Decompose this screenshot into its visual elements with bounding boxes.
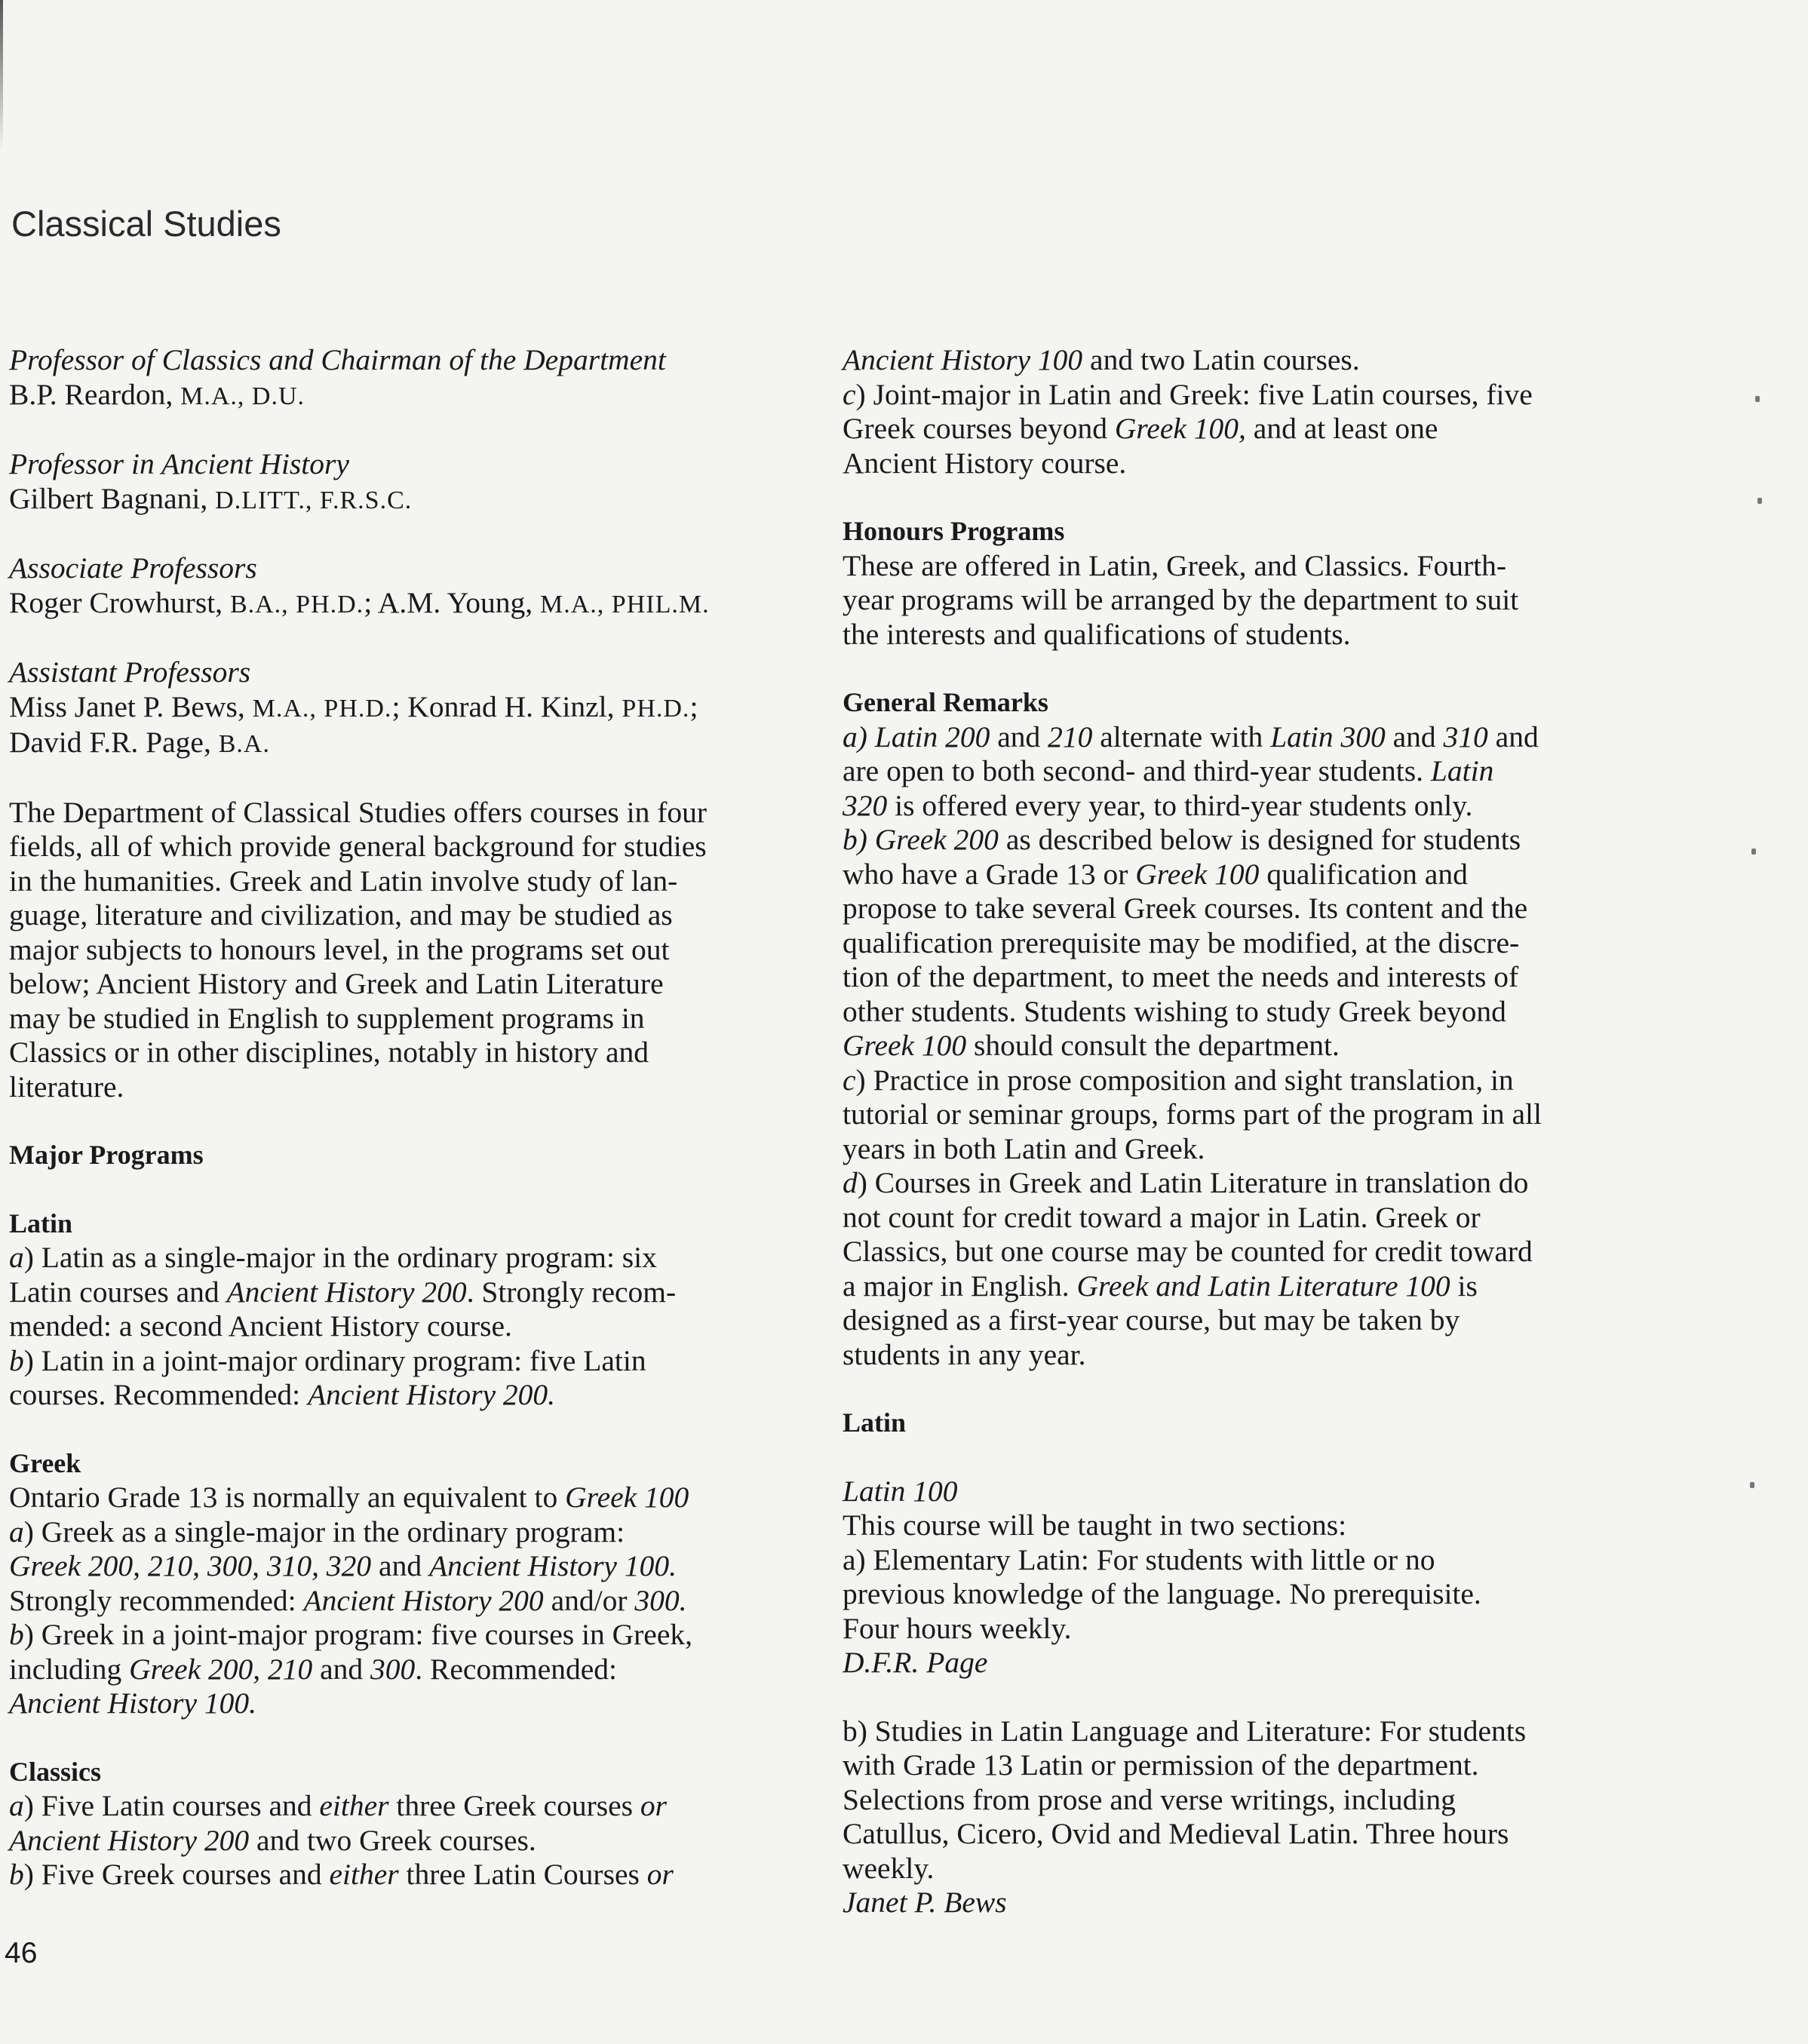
italic-text: d bbox=[843, 1166, 858, 1199]
text-line bbox=[9, 1653, 809, 1687]
italic-text: either bbox=[329, 1858, 399, 1891]
faculty-role: Associate Professors bbox=[9, 551, 257, 585]
italic-text: either bbox=[319, 1789, 389, 1822]
left-column bbox=[9, 343, 809, 1892]
scan-speck bbox=[1757, 498, 1762, 504]
intro-line: may be studied in English to supplement programs in bbox=[9, 1001, 645, 1035]
section-a-instructor: D.F.R. Page bbox=[843, 1646, 988, 1679]
faculty-names bbox=[9, 690, 809, 726]
text-run: Strongly recommended: bbox=[9, 1583, 304, 1617]
greek-program-text bbox=[9, 1481, 809, 1721]
italic-text: 320 bbox=[843, 788, 888, 822]
latin-courses-heading: Latin bbox=[843, 1407, 907, 1438]
text-run: and at least one bbox=[1245, 412, 1438, 445]
text-run: ) Latin in a joint-major ordinary program: five Latin bbox=[23, 1343, 646, 1377]
intro-line: The Department of Classical Studies offers courses in four bbox=[9, 795, 708, 829]
text-line bbox=[9, 1241, 809, 1275]
italic-text: Ancient History 200. bbox=[307, 1378, 556, 1411]
faculty-entry bbox=[9, 551, 809, 621]
degree-text: M.A., PH.D. bbox=[252, 694, 392, 723]
text-line bbox=[843, 378, 1665, 413]
italic-text: Ancient History 100 bbox=[843, 343, 1083, 376]
text-line bbox=[9, 1858, 809, 1892]
text-run: ) Five Latin courses and bbox=[23, 1789, 320, 1822]
section-a-text bbox=[843, 1543, 1665, 1647]
text-line: Selections from prose and verse writings, including bbox=[843, 1782, 1456, 1816]
intro-line: below; Ancient History and Greek and Latin Literature bbox=[9, 967, 664, 1000]
text-line bbox=[843, 1097, 1665, 1132]
page-number: 46 bbox=[5, 1937, 38, 1969]
text-line bbox=[843, 447, 1665, 481]
text-run: three Greek courses bbox=[388, 1789, 640, 1822]
text-run: alternate with bbox=[1092, 720, 1271, 753]
text-run: tion of the department, to meet the needs and interests of bbox=[843, 960, 1519, 993]
faculty-role: Assistant Professors bbox=[9, 655, 251, 689]
text-run: and two Greek courses. bbox=[249, 1823, 536, 1857]
italic-text: Greek and Latin Literature 100 bbox=[1076, 1269, 1450, 1303]
text-run: . Strongly recom- bbox=[466, 1275, 677, 1309]
text-line bbox=[843, 1029, 1665, 1063]
italic-text: a bbox=[9, 1515, 24, 1548]
degree-text: PH.D. bbox=[622, 694, 690, 723]
italic-text: or bbox=[646, 1858, 674, 1891]
text-run: Ontario Grade 13 is normally an equivalent to bbox=[9, 1481, 566, 1514]
degree-text: B.A. bbox=[218, 730, 270, 758]
classics-program-text bbox=[9, 1789, 809, 1892]
text-run: Latin courses and bbox=[9, 1275, 227, 1309]
text-line: previous knowledge of the language. No prerequisite. bbox=[843, 1577, 1481, 1610]
faculty-names bbox=[9, 482, 809, 518]
scan-edge-shadow bbox=[0, 0, 3, 151]
text-run: Roger Crowhurst, bbox=[9, 585, 230, 619]
text-line bbox=[843, 1269, 1665, 1304]
text-line bbox=[843, 1063, 1665, 1098]
italic-text: b bbox=[9, 1858, 24, 1891]
honours-text bbox=[843, 549, 1665, 652]
italic-text: a bbox=[9, 1241, 24, 1274]
latin-program-section bbox=[9, 1207, 809, 1413]
text-line: a) Elementary Latin: For students with little or no bbox=[843, 1542, 1435, 1576]
text-line bbox=[9, 1309, 809, 1344]
page-title: Classical Studies bbox=[11, 204, 281, 244]
text-line bbox=[9, 1824, 809, 1858]
scan-speck bbox=[1751, 849, 1756, 855]
text-run: and bbox=[1487, 720, 1539, 753]
honours-section bbox=[843, 514, 1665, 652]
degree-text: M.A., D.U. bbox=[180, 382, 305, 410]
italic-text: 300 bbox=[370, 1652, 416, 1686]
text-run: three Latin Courses bbox=[398, 1858, 647, 1891]
text-run: courses. Recommended: bbox=[9, 1378, 308, 1411]
italic-text: a) Latin 200 bbox=[843, 720, 990, 753]
latin-program-heading: Latin bbox=[9, 1208, 73, 1238]
text-run: ; A.M. Young, bbox=[364, 585, 540, 619]
classics-program-section bbox=[9, 1755, 809, 1892]
major-programs-heading: Major Programs bbox=[9, 1140, 204, 1170]
degree-text: M.A., PHIL.M. bbox=[540, 590, 710, 618]
section-b-instructor: Janet P. Bews bbox=[843, 1886, 1007, 1919]
italic-text: Greek 100 bbox=[1135, 857, 1260, 891]
text-run: ) Courses in Greek and Latin Literature in translation do bbox=[857, 1166, 1529, 1199]
italic-text: Ancient History 200 bbox=[226, 1275, 467, 1309]
text-run: ) Greek in a joint-major program: five courses in Greek, bbox=[23, 1618, 692, 1651]
text-run: who have a Grade 13 or bbox=[843, 857, 1136, 891]
text-run: B.P. Reardon, bbox=[9, 377, 181, 411]
intro-line: major subjects to honours level, in the programs set out bbox=[9, 932, 670, 966]
text-run: ) Joint-major in Latin and Greek: five Latin courses, five bbox=[855, 377, 1533, 411]
greek-program-section bbox=[9, 1447, 809, 1721]
faculty-names bbox=[9, 378, 809, 414]
text-line bbox=[9, 1584, 809, 1619]
italic-text: b bbox=[9, 1343, 24, 1377]
honours-heading: Honours Programs bbox=[843, 516, 1065, 546]
text-run: years in both Latin and Greek. bbox=[843, 1131, 1205, 1165]
text-run: . Recommended: bbox=[415, 1652, 617, 1686]
italic-text: 310 bbox=[1443, 720, 1488, 753]
text-line: Four hours weekly. bbox=[843, 1611, 1072, 1645]
faculty-role: Professor of Classics and Chairman of the Department bbox=[9, 343, 666, 376]
italic-text: c bbox=[843, 377, 856, 411]
text-line bbox=[843, 960, 1665, 995]
text-run: and two Latin courses. bbox=[1082, 343, 1360, 376]
text-line bbox=[843, 754, 1665, 789]
intro-line: in the humanities. Greek and Latin involve study of lan- bbox=[9, 864, 678, 898]
italic-text: Ancient History 200 bbox=[9, 1823, 250, 1857]
text-run: designed as a first-year course, but may be taken by bbox=[843, 1303, 1460, 1337]
text-run: qualification prerequisite may be modified, at the discre- bbox=[843, 925, 1520, 959]
italic-text: 300. bbox=[634, 1583, 687, 1617]
text-run: Classics, but one course may be counted for credit toward bbox=[843, 1235, 1533, 1268]
faculty-names bbox=[9, 726, 809, 762]
italic-text: 210 bbox=[1048, 720, 1093, 753]
faculty-list bbox=[9, 343, 809, 762]
text-run: propose to take several Greek courses. Its content and the bbox=[843, 892, 1528, 925]
text-line: with Grade 13 Latin or permission of the department. bbox=[843, 1748, 1479, 1782]
text-line bbox=[843, 823, 1665, 858]
text-run: a major in English. bbox=[843, 1269, 1077, 1303]
text-run: other students. Students wishing to study Greek beyond bbox=[843, 994, 1506, 1028]
intro-line: Classics or in other disciplines, notably in history and bbox=[9, 1036, 649, 1069]
remarks-section bbox=[843, 686, 1665, 1372]
text-line: These are offered in Latin, Greek, and Classics. Fourth- bbox=[843, 548, 1507, 582]
text-line bbox=[9, 1549, 809, 1584]
text-run: is bbox=[1450, 1269, 1478, 1303]
italic-text: Latin bbox=[1430, 754, 1494, 787]
text-line bbox=[9, 1789, 809, 1824]
text-line bbox=[843, 1303, 1665, 1338]
intro-paragraph bbox=[9, 796, 809, 1105]
latin-program-text bbox=[9, 1241, 809, 1413]
text-line bbox=[9, 1686, 809, 1721]
text-line bbox=[9, 1515, 809, 1550]
italic-text: Greek 200, 210, 300, 310, 320 bbox=[9, 1549, 372, 1582]
text-line bbox=[9, 1344, 809, 1379]
text-run: should consult the department. bbox=[966, 1029, 1340, 1062]
scan-speck bbox=[1750, 1482, 1754, 1488]
text-line bbox=[9, 1618, 809, 1653]
course-intro: This course will be taught in two sections: bbox=[843, 1508, 1347, 1542]
text-run: ) Latin as a single-major in the ordinary program: six bbox=[23, 1241, 657, 1274]
text-run: and/or bbox=[543, 1583, 635, 1617]
italic-text: c bbox=[843, 1063, 856, 1097]
text-run: and bbox=[990, 720, 1048, 753]
text-run: tutorial or seminar groups, forms part of the program in all bbox=[843, 1097, 1542, 1131]
text-line bbox=[843, 1338, 1665, 1373]
classics-program-heading: Classics bbox=[9, 1756, 102, 1787]
text-run: Greek courses beyond bbox=[843, 412, 1115, 445]
greek-program-heading: Greek bbox=[9, 1447, 81, 1478]
course-title: Latin 100 bbox=[843, 1474, 958, 1508]
italic-text: Greek 200, 210 bbox=[129, 1652, 313, 1686]
degree-text: B.A., PH.D. bbox=[229, 590, 364, 618]
classics-program-continued bbox=[843, 343, 1665, 480]
text-line: year programs will be arranged by the department to suit bbox=[843, 583, 1519, 616]
text-run: is offered every year, to third-year students only. bbox=[887, 788, 1473, 822]
text-run: students in any year. bbox=[843, 1337, 1086, 1371]
text-run: ; Konrad H. Kinzl, bbox=[391, 689, 622, 723]
scan-speck bbox=[1755, 396, 1760, 402]
text-line bbox=[9, 1481, 809, 1515]
text-line: b) Studies in Latin Language and Literature: For students bbox=[843, 1714, 1527, 1748]
text-run: Miss Janet P. Bews, bbox=[9, 689, 253, 723]
text-run: ) Greek as a single-major in the ordinary program: bbox=[23, 1515, 625, 1548]
faculty-entry bbox=[9, 343, 809, 413]
text-run: ) Practice in prose composition and sight translation, in bbox=[855, 1063, 1514, 1097]
faculty-entry bbox=[9, 655, 809, 762]
text-run: and bbox=[312, 1652, 371, 1686]
degree-text: D.LITT., F.R.S.C. bbox=[215, 486, 413, 514]
latin-100-course bbox=[843, 1475, 1665, 1920]
text-run: Ancient History course. bbox=[843, 446, 1127, 480]
text-line: Catullus, Cicero, Ovid and Medieval Latin. Three hours bbox=[843, 1817, 1509, 1850]
intro-line: fields, all of which provide general background for studies bbox=[9, 830, 707, 863]
italic-text: Greek 100 bbox=[843, 1029, 967, 1062]
text-line bbox=[843, 892, 1665, 926]
text-line: weekly. bbox=[843, 1851, 935, 1885]
italic-text: a bbox=[9, 1789, 24, 1822]
italic-text: Greek 100, bbox=[1114, 412, 1246, 445]
text-line bbox=[843, 720, 1665, 755]
text-line bbox=[843, 1132, 1665, 1167]
text-run: are open to both second- and third-year students. bbox=[843, 754, 1431, 787]
text-line bbox=[843, 789, 1665, 824]
section-b-text bbox=[843, 1714, 1665, 1886]
italic-text: Ancient History 200 bbox=[303, 1583, 544, 1617]
faculty-entry bbox=[9, 447, 809, 517]
text-line bbox=[9, 1275, 809, 1310]
text-line bbox=[843, 858, 1665, 892]
faculty-role: Professor in Ancient History bbox=[9, 447, 349, 480]
text-line: the interests and qualifications of students. bbox=[843, 617, 1351, 651]
text-line bbox=[843, 926, 1665, 961]
text-run: qualification and bbox=[1259, 857, 1468, 891]
text-line bbox=[843, 1235, 1665, 1269]
text-run: as described below is designed for students bbox=[998, 823, 1521, 856]
italic-text: b) Greek 200 bbox=[843, 823, 999, 856]
text-run: David F.R. Page, bbox=[9, 726, 219, 759]
text-run: not count for credit toward a major in Latin. Greek or bbox=[843, 1200, 1481, 1234]
text-run: including bbox=[9, 1652, 130, 1686]
intro-line: guage, literature and civilization, and may be studied as bbox=[9, 898, 673, 931]
text-line bbox=[843, 412, 1665, 447]
remarks-text bbox=[843, 720, 1665, 1373]
text-run: and bbox=[1385, 720, 1444, 753]
remarks-heading: General Remarks bbox=[843, 687, 1048, 717]
text-line bbox=[843, 995, 1665, 1030]
italic-text: or bbox=[640, 1789, 668, 1822]
italic-text: b bbox=[9, 1618, 24, 1651]
right-column bbox=[843, 343, 1665, 1920]
text-line bbox=[843, 1201, 1665, 1235]
text-line bbox=[843, 343, 1665, 378]
text-run: ; bbox=[689, 689, 698, 723]
italic-text: Greek 100 bbox=[565, 1481, 689, 1514]
text-line bbox=[843, 1166, 1665, 1201]
faculty-names bbox=[9, 586, 809, 622]
text-run: ) Five Greek courses and bbox=[23, 1858, 330, 1891]
text-run: and bbox=[371, 1549, 429, 1582]
italic-text: Ancient History 100. bbox=[9, 1686, 257, 1720]
text-run: mended: a second Ancient History course. bbox=[9, 1309, 512, 1343]
text-line bbox=[9, 1378, 809, 1413]
italic-text: Latin 300 bbox=[1270, 720, 1386, 753]
italic-text: Ancient History 100. bbox=[428, 1549, 677, 1582]
text-run: Gilbert Bagnani, bbox=[9, 481, 216, 515]
intro-line: literature. bbox=[9, 1070, 124, 1103]
